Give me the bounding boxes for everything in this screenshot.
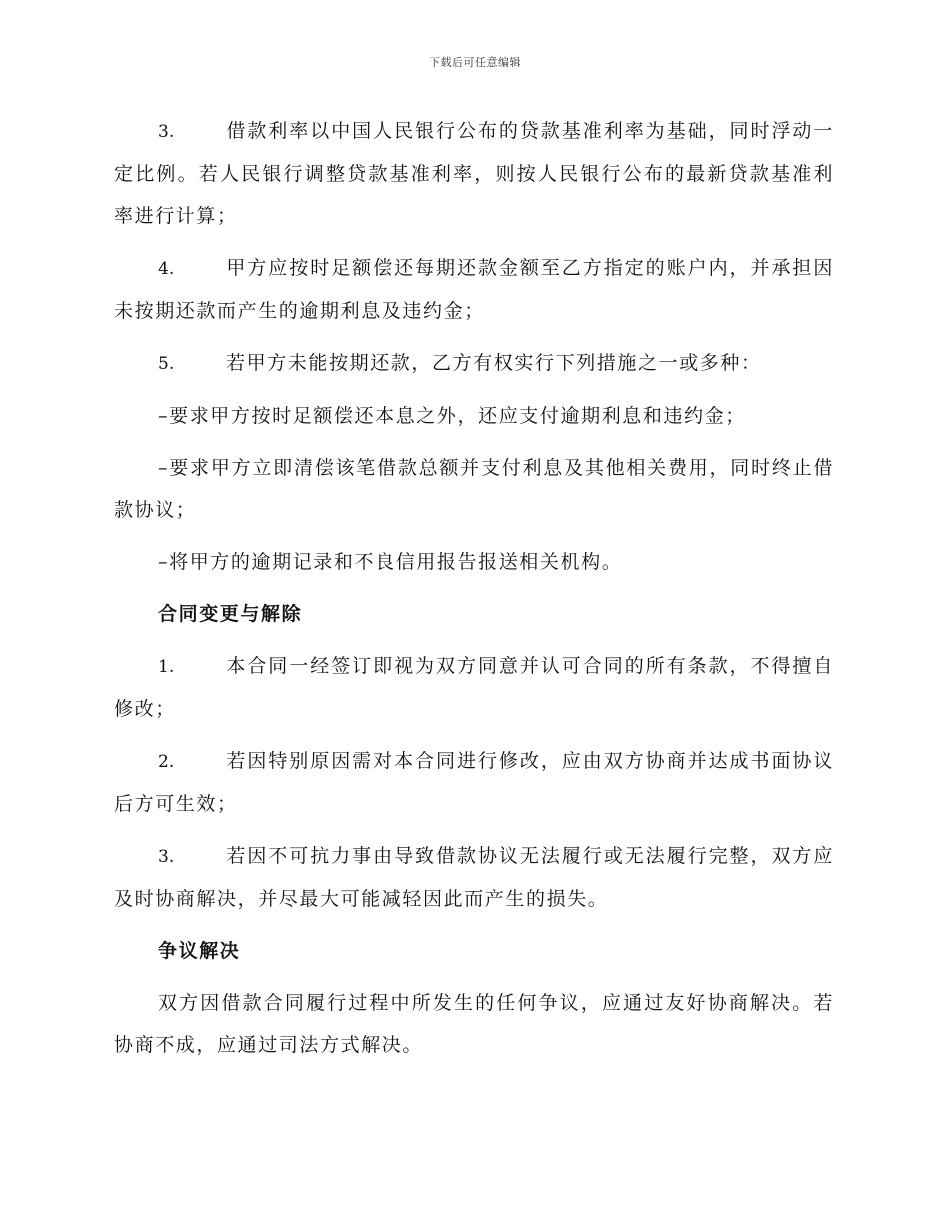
- clause-item: [114, 645, 834, 730]
- clause-item: [114, 740, 834, 825]
- clause-item: [114, 835, 834, 920]
- clause-text: 本合同一经签订即视为双方同意并认可合同的所有条款，不得擅自修改；: [114, 655, 834, 720]
- clause-number: 2.: [158, 752, 175, 772]
- measure-item: –将甲方的逾期记录和不良信用报告报送相关机构。: [158, 551, 623, 573]
- clause-number: 4.: [158, 259, 175, 279]
- body-paragraph: 双方因借款合同履行过程中所发生的任何争议，应通过友好协商解决。若协商不成，应通过司法方式解决。: [114, 992, 834, 1056]
- clause-text: 若甲方未能按期还款，乙方有权实行下列措施之一或多种：: [226, 352, 762, 374]
- clause-number: 1.: [158, 657, 175, 677]
- clause-item: [114, 110, 834, 237]
- section-heading: 合同变更与解除: [158, 603, 303, 625]
- page-header: 下载后可任意编辑: [429, 56, 521, 69]
- clause-item: [114, 342, 834, 385]
- clause-number: 3.: [158, 847, 175, 867]
- clause-number: 5.: [158, 354, 175, 374]
- clause-item: [114, 247, 834, 332]
- measure-item: –要求甲方按时足额偿还本息之外，还应支付逾期利息和违约金；: [158, 405, 746, 427]
- clause-number: 3.: [158, 122, 175, 142]
- clause-text: 若因不可抗力事由导致借款协议无法履行或无法履行完整，双方应及时协商解决，并尽最大可能减轻因此而产生的损失。: [114, 845, 834, 910]
- document-body: [114, 110, 834, 1076]
- clause-text: 若因特别原因需对本合同进行修改，应由双方协商并达成书面协议后方可生效；: [114, 750, 834, 815]
- clause-text: 甲方应按时足额偿还每期还款金额至乙方指定的账户内，并承担因未按期还款而产生的逾期利息及违约金；: [114, 257, 834, 322]
- section-heading: 争议解决: [158, 940, 241, 962]
- measure-item: –要求甲方立即清偿该笔借款总额并支付利息及其他相关费用，同时终止借款协议；: [114, 457, 834, 521]
- clause-text: 借款利率以中国人民银行公布的贷款基准利率为基础，同时浮动一定比例。若人民银行调整贷款基准利率，则按人民银行公布的最新贷款基准利率进行计算；: [114, 120, 834, 227]
